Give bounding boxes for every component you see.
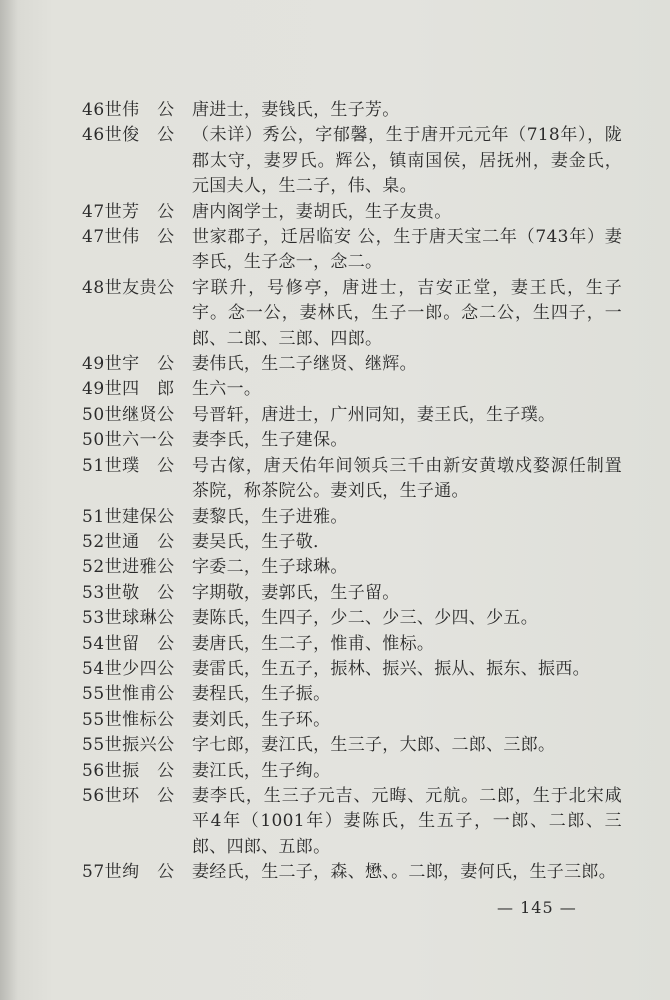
entry-description: 号晋轩，唐进士，广州同知，妻王氏，生子璞。	[192, 404, 556, 425]
entry-description: 妻吴氏，生子敬．	[192, 531, 331, 552]
generation-name: 51世璞 公	[82, 455, 175, 476]
generation-name: 52世通 公	[82, 531, 175, 552]
entry-description: 妻李氏，生三子元吉、元晦、元航。二郎，生于北宋咸平4年（1001年）妻陈氏，生五子，一郎、二郎、三郎、四郎、五郎。	[192, 785, 622, 857]
generation-name: 47世伟 公	[82, 227, 175, 248]
entry-description: 妻伟氏，生二子继贤、继辉。	[192, 354, 417, 375]
generation-name: 56世环 公	[82, 785, 175, 806]
generation-name: 48世友贵公	[82, 277, 175, 298]
entry-description: 字联升，号修亭，唐进士，吉安正堂，妻王氏，生子宇。念一公，妻林氏，生子一郎。念二公，生四子，一郎、二郎、三郎、四郎。	[192, 277, 622, 349]
genealogy-entry	[82, 352, 622, 377]
entry-description: 唐内阁学士，妻胡氏，生子友贵。	[192, 201, 452, 222]
generation-name: 50世六一公	[82, 430, 175, 451]
entry-description: 妻唐氏，生二子，惟甫、惟标。	[192, 633, 435, 654]
generation-name: 53世敬 公	[82, 582, 175, 603]
genealogy-entry	[82, 555, 622, 580]
genealogy-entries	[82, 98, 622, 886]
generation-name: 49世四 郎	[82, 379, 175, 400]
generation-name: 54世少四公	[82, 658, 175, 679]
page-fold-shadow	[0, 0, 18, 1000]
entry-description: 妻李氏，生子建保。	[192, 430, 348, 451]
genealogy-entry	[82, 759, 622, 784]
entry-description: 妻雷氏，生五子，振林、振兴、振从、振东、振西。	[192, 658, 590, 679]
entry-description: 妻程氏，生子振。	[192, 684, 331, 705]
genealogy-entry	[82, 860, 622, 885]
genealogy-entry	[82, 632, 622, 657]
generation-name: 52世进雅公	[82, 557, 175, 578]
generation-name: 54世留 公	[82, 633, 175, 654]
entry-description: 妻陈氏，生四子，少二、少三、少四、少五。	[192, 608, 538, 629]
genealogy-entry	[82, 276, 622, 352]
entry-description: 妻刘氏，生子环。	[192, 709, 331, 730]
page-number: — 145 —	[497, 898, 577, 917]
genealogy-entry	[82, 733, 622, 758]
generation-name: 55世惟标公	[82, 709, 175, 730]
generation-name: 49世宇 公	[82, 354, 175, 375]
entry-description: 字七郎，妻江氏，生三子，大郎、二郎、三郎。	[192, 735, 556, 756]
genealogy-entry	[82, 98, 622, 123]
generation-name: 50世继贤公	[82, 404, 175, 425]
genealogy-entry	[82, 123, 622, 199]
entry-description: 生六一。	[192, 379, 262, 400]
genealogy-entry	[82, 454, 622, 505]
entry-description: 妻黎氏，生子进雅。	[192, 506, 348, 527]
generation-name: 53世球琳公	[82, 608, 175, 629]
entry-description: 字委二，生子球琳。	[192, 557, 348, 578]
entry-description: 唐进士，妻钱氏，生子芳。	[192, 100, 400, 120]
genealogy-entry	[82, 225, 622, 276]
generation-name: 55世惟甫公	[82, 684, 175, 705]
generation-name: 57世绚 公	[82, 862, 175, 883]
genealogy-entry	[82, 428, 622, 453]
genealogy-entry	[82, 200, 622, 225]
entry-description: 字期敬，妻郭氏，生子留。	[192, 582, 400, 603]
genealogy-entry	[82, 784, 622, 860]
genealogy-entry	[82, 505, 622, 530]
genealogy-entry	[82, 657, 622, 682]
genealogy-entry	[82, 708, 622, 733]
genealogy-entry	[82, 581, 622, 606]
genealogy-entry	[82, 530, 622, 555]
generation-name: 56世振 公	[82, 760, 175, 781]
entry-description: 妻江氏，生子绚。	[192, 760, 331, 781]
entry-description: （未详）秀公，字郁馨，生于唐开元元年（718年），陇郡太守，妻罗氏。辉公，镇南国侯，居抚州，妻金氏，元国夫人，生二子，伟、臬。	[192, 125, 622, 197]
generation-name: 46世俊 公	[82, 125, 175, 146]
genealogy-entry	[82, 682, 622, 707]
generation-name: 46世伟 公	[82, 100, 175, 120]
entry-description: 世家郡子，迁居临安 公，生于唐天宝二年（743年）妻李氏，生子念一，念二。	[192, 227, 622, 273]
genealogy-entry	[82, 403, 622, 428]
genealogy-entry	[82, 606, 622, 631]
generation-name: 51世建保公	[82, 506, 175, 527]
genealogy-entry	[82, 377, 622, 402]
entry-description: 妻经氏，生二子，森、懋、。二郎，妻何氏，生子三郎。	[192, 862, 616, 883]
generation-name: 55世振兴公	[82, 735, 175, 756]
entry-description: 号古傢，唐天佑年间领兵三千由新安黄墩戍婺源任制置茶院，称茶院公。妻刘氏，生子通。	[192, 455, 622, 502]
generation-name: 47世芳 公	[82, 201, 175, 222]
